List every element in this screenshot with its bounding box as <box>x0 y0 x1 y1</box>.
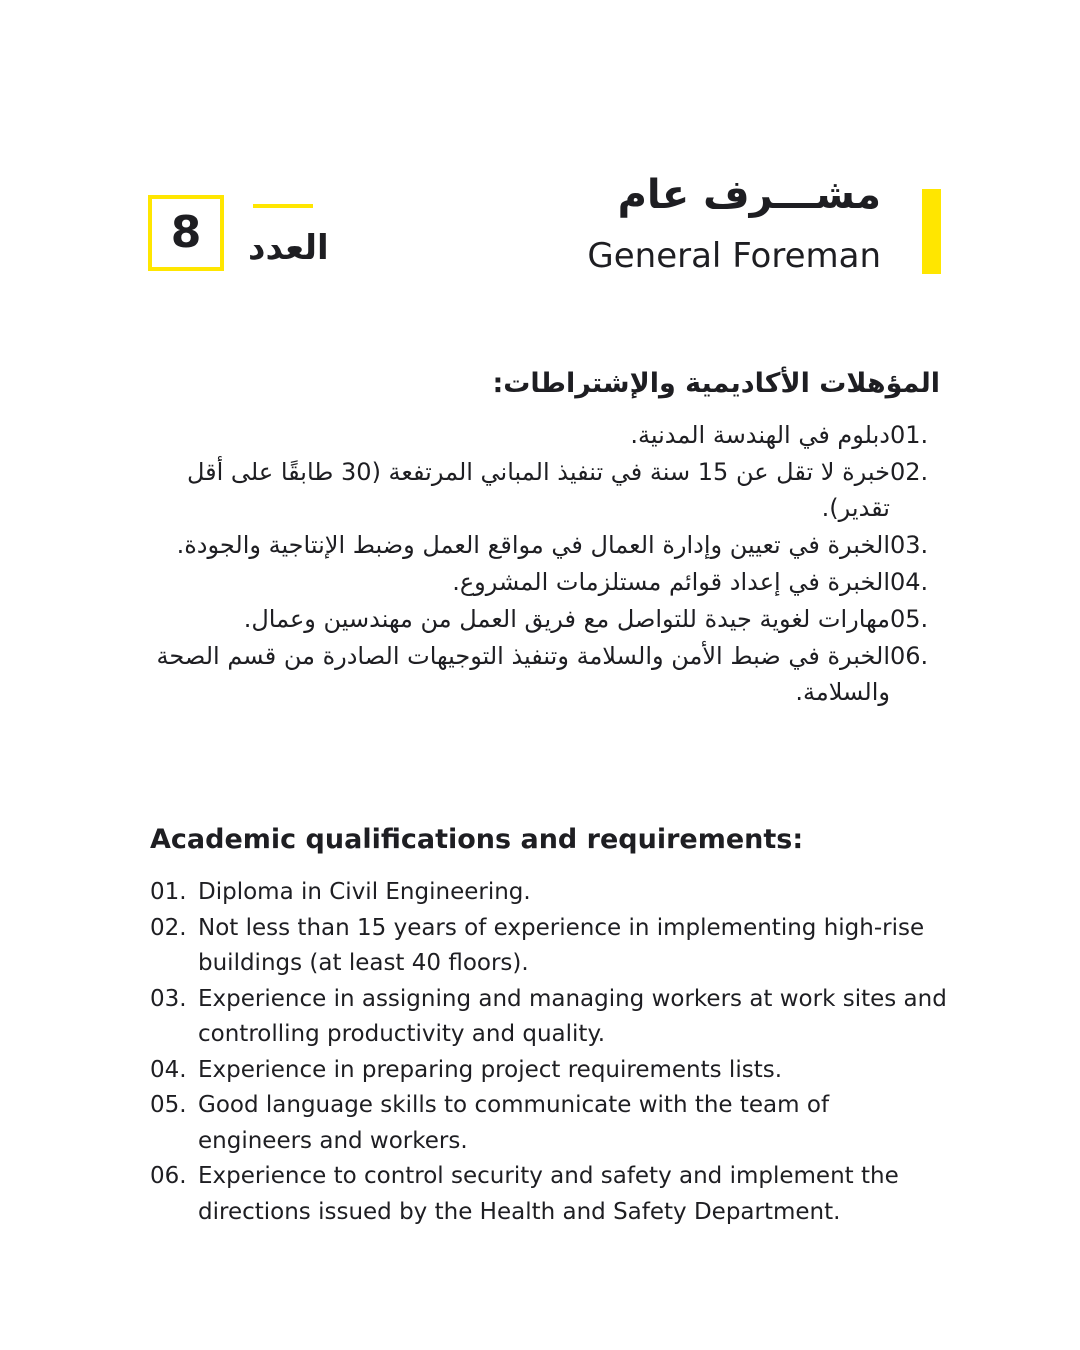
item-number: 06. <box>890 642 929 670</box>
list-item <box>130 601 940 637</box>
list-item <box>150 1159 950 1230</box>
item-number: 05. <box>150 1092 187 1118</box>
item-number: 05. <box>890 605 929 633</box>
list-item <box>130 527 940 563</box>
item-number: 01. <box>150 879 187 905</box>
item-text: Experience to control security and safety and implement the directions issued by the Health and Safety Department. <box>198 1163 899 1225</box>
item-text: Experience in assigning and managing workers at work sites and controlling productivity and quality. <box>198 985 947 1047</box>
list-item <box>130 564 940 600</box>
item-text: مهارات لغوية جيدة للتواصل مع فريق العمل من مهندسين وعمال. <box>243 605 890 633</box>
item-number: 02. <box>890 458 929 486</box>
arabic-requirements-section <box>130 368 940 711</box>
item-text: خبرة لا تقل عن 15 سنة في تنفيذ المباني المرتفعة (30 طابقًا على أقل تقدير). <box>186 458 890 522</box>
job-title-english: General Foreman <box>587 236 881 276</box>
list-item <box>150 1053 950 1089</box>
title-accent-bar <box>922 189 941 274</box>
arabic-requirements-list <box>130 417 940 710</box>
item-number: 04. <box>150 1056 187 1083</box>
item-text: Diploma in Civil Engineering. <box>198 879 531 905</box>
item-number: 02. <box>150 914 187 941</box>
count-box <box>148 195 224 271</box>
item-text: الخبرة في إعداد قوائم مستلزمات المشروع. <box>452 568 890 596</box>
english-requirements-heading: Academic qualifications and requirements: <box>150 824 804 855</box>
item-text: Good language skills to communicate with the team of engineers and workers. <box>198 1092 830 1154</box>
english-requirements-list <box>150 875 950 1230</box>
item-number: 03. <box>150 985 187 1012</box>
item-text: Experience in preparing project requirements lists. <box>198 1056 783 1083</box>
list-item <box>150 911 950 982</box>
count-label: العدد <box>248 228 329 268</box>
item-number: 04. <box>890 568 929 596</box>
item-text: Not less than 15 years of experience in implementing high-rise buildings (at least 40 floors). <box>198 914 925 976</box>
list-item <box>130 638 940 710</box>
list-item <box>150 1088 950 1159</box>
list-item <box>130 454 940 526</box>
item-text: الخبرة في ضبط الأمن والسلامة وتنفيذ التوجيهات الصادرة من قسم الصحة والسلامة. <box>156 642 890 706</box>
count-value: 8 <box>170 207 202 258</box>
list-item <box>130 417 940 453</box>
job-title-arabic: مشـــرف عام <box>617 172 881 218</box>
item-text: الخبرة في تعيين وإدارة العمال في مواقع العمل وضبط الإنتاجية والجودة. <box>176 531 890 559</box>
list-item <box>150 875 950 911</box>
count-accent-line <box>253 204 313 208</box>
item-text: دبلوم في الهندسة المدنية. <box>630 421 890 449</box>
list-item <box>150 982 950 1053</box>
item-number: 06. <box>150 1163 187 1189</box>
english-requirements-section <box>150 824 950 1230</box>
arabic-requirements-heading: المؤهلات الأكاديمية والإشتراطات: <box>492 368 940 399</box>
item-number: 01. <box>890 421 929 449</box>
item-number: 03. <box>890 531 929 559</box>
